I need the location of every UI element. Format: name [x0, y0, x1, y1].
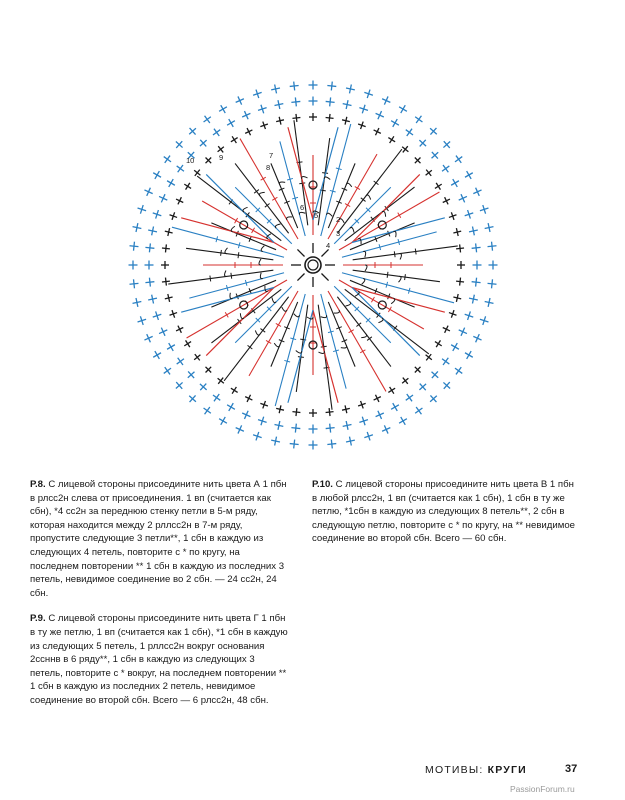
single-crochet-stitch — [200, 384, 207, 391]
single-crochet-stitch — [343, 421, 352, 430]
single-crochet-stitch — [376, 111, 384, 119]
single-crochet-stitch — [374, 395, 381, 402]
cluster-stitch — [181, 288, 274, 313]
single-crochet-stitch — [167, 343, 175, 351]
cluster-stitch — [352, 174, 420, 242]
single-crochet-stitch — [309, 113, 317, 121]
single-crochet-stitch — [177, 165, 184, 172]
single-crochet-stitch — [204, 116, 211, 123]
row-marker: 9 — [219, 153, 224, 162]
cluster-stitch — [313, 310, 338, 403]
single-crochet-stitch — [443, 197, 450, 204]
chain-loop — [260, 273, 262, 279]
single-crochet-stitch — [382, 425, 390, 433]
single-crochet-stitch — [213, 394, 220, 401]
instructions-right-column — [312, 478, 577, 558]
row-marker: 5 — [314, 211, 319, 220]
single-crochet-stitch — [200, 140, 207, 147]
single-crochet-stitch — [449, 212, 457, 220]
stitch-bar — [387, 272, 388, 278]
single-crochet-stitch — [271, 437, 280, 446]
running-footer — [425, 764, 527, 776]
chain-loop — [341, 345, 347, 348]
single-crochet-stitch — [144, 188, 152, 196]
single-crochet-stitch — [231, 136, 238, 143]
tall-stitch — [271, 163, 298, 228]
single-crochet-stitch — [148, 227, 157, 236]
single-crochet-stitch — [219, 417, 227, 425]
single-crochet-stitch — [415, 116, 422, 123]
single-crochet-stitch — [138, 205, 147, 214]
row-9-text: С лицевой стороны присоедините нить цвета Г 1 пбн в ту же петлю, 1 вп (считается как 1 сбн), *1 сбн в каждую из следующих 5 петель, 1 рллсс2н вокруг основания 2ссннв в 6 ряду**, 1 сбн в каждую из следующих 3 петель, повторите с * вокруг, на последнем повторении ** 1 сбн в каждую из последних 2 петель, невидимое соединение во второй сбн. Всего — 6 рлсс2н, 48 сбн. — [30, 613, 288, 706]
single-crochet-stitch — [176, 326, 183, 333]
cluster-stitch — [352, 288, 445, 313]
single-crochet-stitch — [290, 440, 299, 449]
cluster-stitch — [352, 288, 420, 356]
single-crochet-stitch — [342, 405, 350, 413]
single-crochet-stitch — [153, 210, 162, 219]
single-crochet-stitch — [432, 371, 439, 378]
single-crochet-stitch — [415, 158, 421, 164]
single-crochet-stitch — [465, 351, 473, 359]
row-marker: 4 — [326, 241, 331, 250]
chain-loop — [382, 211, 386, 216]
single-crochet-stitch — [432, 152, 439, 159]
tall-stitch — [350, 280, 415, 307]
single-crochet-stitch — [382, 96, 390, 104]
cluster-stitch — [288, 310, 313, 403]
tall-stitch — [334, 187, 391, 244]
single-crochet-stitch — [260, 122, 268, 130]
single-crochet-stitch — [402, 146, 408, 152]
chain-loop — [326, 213, 332, 216]
single-crochet-stitch — [346, 437, 355, 446]
chain-loop — [240, 313, 244, 318]
single-crochet-stitch — [406, 129, 413, 136]
stitch-bar — [210, 276, 211, 282]
single-crochet-stitch — [485, 298, 494, 307]
single-crochet-stitch — [488, 242, 497, 251]
single-crochet-stitch — [326, 114, 334, 122]
single-crochet-stitch — [189, 395, 196, 402]
single-crochet-stitch — [165, 228, 173, 236]
row-marker: 10 — [186, 156, 195, 165]
stitch-bar — [415, 249, 416, 255]
single-crochet-stitch — [291, 97, 300, 106]
row-10-label: Р.10. — [312, 479, 333, 490]
chain-loop — [299, 212, 305, 214]
single-crochet-stitch — [457, 261, 465, 269]
tall-stitch — [211, 280, 276, 307]
single-crochet-stitch — [184, 183, 191, 190]
single-crochet-stitch — [145, 243, 154, 252]
single-crochet-stitch — [374, 128, 381, 135]
single-crochet-stitch — [443, 326, 450, 333]
single-crochet-stitch — [488, 279, 497, 288]
chain-loop — [391, 298, 395, 304]
single-crochet-stitch — [291, 424, 300, 433]
stitch-bar — [231, 273, 232, 279]
single-crochet-stitch — [130, 279, 139, 288]
tall-stitch — [211, 223, 276, 250]
chain-loop — [225, 248, 228, 254]
single-crochet-stitch — [309, 425, 318, 434]
chain-loop — [318, 351, 324, 353]
chain-loop — [225, 270, 227, 276]
single-crochet-stitch — [449, 310, 457, 318]
single-crochet-stitch — [473, 188, 481, 196]
single-crochet-stitch — [346, 85, 355, 94]
cluster-stitch — [206, 288, 274, 356]
stitch-bar — [394, 251, 395, 257]
single-crochet-stitch — [227, 119, 235, 127]
tall-stitch — [353, 246, 458, 260]
chain-loop — [243, 207, 248, 212]
chain-loop — [393, 231, 396, 237]
single-crochet-stitch — [485, 223, 494, 232]
center-ring-inner — [308, 260, 318, 270]
row-8-instruction — [30, 478, 290, 600]
single-crochet-stitch — [473, 334, 481, 342]
tall-stitch — [235, 286, 292, 343]
chain-loop — [321, 315, 327, 317]
single-crochet-stitch — [451, 179, 459, 187]
footer-subsection: КРУГИ — [487, 764, 527, 776]
inner-stitch — [321, 249, 328, 256]
single-crochet-stitch — [275, 421, 284, 430]
single-crochet-stitch — [144, 334, 152, 342]
single-crochet-stitch — [189, 128, 196, 135]
single-crochet-stitch — [459, 328, 467, 336]
single-crochet-stitch — [309, 409, 317, 417]
tall-stitch — [339, 192, 439, 250]
inner-stitch — [297, 273, 304, 280]
stitch-bar — [321, 346, 327, 347]
single-crochet-stitch — [442, 358, 449, 365]
single-crochet-stitch — [399, 105, 407, 113]
single-crochet-stitch — [430, 395, 437, 402]
chain-loop — [259, 192, 264, 196]
tall-stitch — [235, 187, 292, 244]
single-crochet-stitch — [342, 117, 350, 125]
stitch-bar — [405, 274, 406, 280]
row-10-text: С лицевой стороны присоедините нить цвета В 1 пбн в любой рлсс2н, 1 вп (считается как 1 сбн), 1 сбн в ту же петлю, *1сбн в каждую из следующих 8 петель**, 2 сбн в следующую петлю, повторите с * по кругу, на ** невидимое соединение во второй сбн. Всего — 60 сбн. — [312, 479, 575, 545]
single-crochet-stitch — [129, 261, 138, 270]
single-crochet-stitch — [236, 96, 244, 104]
single-crochet-stitch — [451, 343, 459, 351]
single-crochet-stitch — [453, 228, 461, 236]
chain-loop — [346, 183, 352, 187]
single-crochet-stitch — [213, 129, 220, 136]
single-crochet-stitch — [218, 146, 224, 152]
tall-stitch — [353, 270, 440, 281]
single-crochet-stitch — [188, 371, 195, 378]
chain-loop — [350, 227, 354, 232]
single-crochet-stitch — [292, 408, 300, 416]
chain-loop — [365, 265, 367, 271]
cluster-stitch — [352, 218, 445, 243]
single-crochet-stitch — [419, 384, 426, 391]
chain-loop — [307, 317, 313, 319]
chain-loop — [363, 251, 365, 257]
chain-loop — [255, 330, 260, 335]
tall-stitch — [328, 163, 355, 228]
single-crochet-stitch — [359, 417, 368, 426]
single-crochet-stitch — [153, 171, 161, 179]
single-crochet-stitch — [489, 261, 498, 270]
single-crochet-stitch — [164, 156, 171, 163]
chain-loop — [274, 343, 280, 347]
single-crochet-stitch — [359, 105, 368, 114]
single-crochet-stitch — [130, 242, 139, 251]
center-ring — [305, 257, 321, 273]
single-crochet-stitch — [419, 140, 426, 147]
single-crochet-stitch — [133, 223, 142, 232]
single-crochet-stitch — [133, 298, 142, 307]
chain-loop — [334, 310, 340, 313]
single-crochet-stitch — [260, 401, 268, 409]
row-9-instruction — [30, 612, 290, 707]
single-crochet-stitch — [275, 100, 284, 109]
single-crochet-stitch — [465, 311, 474, 320]
single-crochet-stitch — [415, 367, 421, 373]
chain-loop — [296, 350, 302, 353]
tall-stitch — [334, 286, 391, 343]
single-crochet-stitch — [456, 278, 464, 286]
single-crochet-stitch — [391, 403, 399, 411]
single-crochet-stitch — [184, 340, 191, 347]
single-crochet-stitch — [459, 194, 467, 202]
single-crochet-stitch — [309, 81, 318, 90]
single-crochet-stitch — [472, 278, 481, 287]
single-crochet-stitch — [443, 382, 450, 389]
stitch-bar — [238, 252, 239, 258]
single-crochet-stitch — [227, 403, 235, 411]
single-crochet-stitch — [253, 432, 262, 441]
row-8-label: Р.8. — [30, 479, 46, 490]
single-crochet-stitch — [218, 378, 224, 384]
row-10-instruction — [312, 478, 577, 546]
row-9-label: Р.9. — [30, 613, 46, 625]
single-crochet-stitch — [138, 316, 147, 325]
footer-section: МОТИВЫ: — [425, 764, 484, 776]
single-crochet-stitch — [430, 128, 437, 135]
single-crochet-stitch — [219, 105, 227, 113]
row-marker: 3 — [336, 229, 341, 238]
tall-stitch — [186, 248, 273, 259]
single-crochet-stitch — [480, 316, 489, 325]
single-crochet-stitch — [455, 367, 462, 374]
single-crochet-stitch — [176, 382, 183, 389]
single-crochet-stitch — [376, 411, 384, 419]
row-marker: 8 — [266, 163, 271, 172]
single-crochet-stitch — [469, 295, 478, 304]
tall-stitch — [350, 223, 415, 250]
single-crochet-stitch — [309, 97, 318, 106]
single-crochet-stitch — [206, 367, 212, 373]
single-crochet-stitch — [153, 351, 161, 359]
chain-loop — [294, 314, 300, 317]
single-crochet-stitch — [402, 378, 408, 384]
chain-loop — [287, 217, 293, 220]
single-crochet-stitch — [326, 97, 335, 106]
single-crochet-stitch — [442, 165, 449, 172]
row-8-text: С лицевой стороны присоедините нить цвета А 1 пбн в рлсс2н слева от присоединения. 1 вп (считается как сбн), *4 сс2н за переднюю стенку петли в 5-м ряду, которая находится между 2 рллсс2н в 7-м ряду, пропустите следующие 3 петли**, 1 сбн в каждую из следующих 4 петель, повторите с * по кругу, на последнем повторении ** 1 сбн в каждую из последних 3 петель, невидимое соединение во 2 сбн. — 24 сс2н, 24 сбн. — [30, 479, 287, 599]
chain-loop — [346, 302, 351, 306]
watermark: PassionForum.ru — [510, 784, 575, 794]
single-crochet-stitch — [176, 141, 183, 148]
single-crochet-stitch — [164, 367, 171, 374]
single-crochet-stitch — [145, 261, 154, 270]
single-crochet-stitch — [271, 85, 280, 94]
single-crochet-stitch — [242, 111, 250, 119]
single-crochet-stitch — [159, 194, 167, 202]
single-crochet-stitch — [159, 328, 167, 336]
single-crochet-stitch — [145, 278, 154, 287]
chain-loop — [230, 293, 233, 299]
chain-loop — [302, 177, 308, 179]
single-crochet-stitch — [399, 417, 407, 425]
single-crochet-stitch — [453, 294, 461, 302]
chain-loop — [282, 307, 287, 311]
chain-loop — [366, 195, 371, 200]
single-crochet-stitch — [177, 358, 184, 365]
single-crochet-stitch — [326, 424, 335, 433]
single-crochet-stitch — [290, 82, 299, 91]
single-crochet-stitch — [231, 387, 238, 394]
chain-loop — [361, 334, 366, 338]
single-crochet-stitch — [472, 243, 481, 252]
tall-stitch — [337, 297, 391, 367]
chain-loop — [398, 276, 401, 282]
single-crochet-stitch — [176, 197, 183, 204]
single-crochet-stitch — [148, 295, 157, 304]
inner-stitch — [321, 273, 328, 280]
single-crochet-stitch — [435, 340, 442, 347]
single-crochet-stitch — [327, 82, 336, 91]
single-crochet-stitch — [245, 395, 252, 402]
tall-stitch — [328, 291, 386, 391]
single-crochet-stitch — [443, 141, 450, 148]
single-crochet-stitch — [415, 407, 422, 414]
single-crochet-stitch — [236, 425, 244, 433]
tall-stitch — [224, 297, 289, 381]
instructions-left-column — [30, 478, 290, 720]
chain-loop — [362, 278, 365, 284]
single-crochet-stitch — [358, 122, 366, 130]
row-marker: 6 — [300, 203, 305, 212]
single-crochet-stitch — [258, 417, 267, 426]
cluster-stitch — [313, 127, 338, 220]
tall-stitch — [172, 227, 284, 257]
tall-stitch — [168, 270, 273, 284]
single-crochet-stitch — [153, 311, 162, 320]
single-crochet-stitch — [465, 210, 474, 219]
tall-stitch — [187, 280, 287, 338]
single-crochet-stitch — [406, 394, 413, 401]
single-crochet-stitch — [426, 354, 432, 360]
tall-stitch — [275, 294, 305, 406]
cluster-stitch — [206, 174, 274, 242]
single-crochet-stitch — [435, 183, 442, 190]
single-crochet-stitch — [245, 128, 252, 135]
chain-loop — [231, 226, 235, 232]
single-crochet-stitch — [426, 170, 432, 176]
single-crochet-stitch — [170, 310, 178, 318]
inner-stitch — [297, 249, 304, 256]
single-crochet-stitch — [343, 100, 352, 109]
page-number: 37 — [565, 763, 578, 775]
tall-stitch — [328, 302, 355, 367]
single-crochet-stitch — [465, 171, 473, 179]
single-crochet-stitch — [391, 119, 399, 127]
chain-loop — [259, 259, 261, 265]
single-crochet-stitch — [364, 432, 373, 441]
crochet-chart — [118, 70, 508, 460]
single-crochet-stitch — [194, 354, 200, 360]
stitch-bar — [221, 250, 222, 256]
single-crochet-stitch — [170, 212, 178, 220]
single-crochet-stitch — [388, 387, 395, 394]
single-crochet-stitch — [258, 105, 267, 114]
single-crochet-stitch — [358, 401, 366, 409]
single-crochet-stitch — [327, 440, 336, 449]
tall-stitch — [337, 149, 402, 233]
single-crochet-stitch — [276, 405, 284, 413]
single-crochet-stitch — [204, 407, 211, 414]
single-crochet-stitch — [162, 244, 170, 252]
chain-loop — [324, 177, 330, 180]
single-crochet-stitch — [480, 205, 489, 214]
single-crochet-stitch — [388, 136, 395, 143]
single-crochet-stitch — [167, 179, 175, 187]
single-crochet-stitch — [253, 90, 262, 99]
chain-loop — [272, 298, 276, 303]
chain-loop — [399, 254, 401, 260]
single-crochet-stitch — [242, 411, 250, 419]
cluster-stitch — [181, 218, 274, 243]
single-crochet-stitch — [161, 261, 169, 269]
single-crochet-stitch — [194, 170, 200, 176]
tall-stitch — [271, 302, 298, 367]
chain-loop — [261, 246, 264, 252]
row-marker: 7 — [269, 151, 274, 160]
single-crochet-stitch — [309, 441, 318, 450]
tall-stitch — [342, 273, 454, 303]
single-crochet-stitch — [276, 117, 284, 125]
single-crochet-stitch — [364, 90, 373, 99]
single-crochet-stitch — [165, 294, 173, 302]
single-crochet-stitch — [455, 156, 462, 163]
chain-loop — [378, 318, 383, 323]
row-marker: 2 — [336, 215, 341, 224]
single-crochet-stitch — [473, 261, 482, 270]
stitch-bar — [299, 183, 305, 184]
tall-stitch — [235, 163, 289, 233]
single-crochet-stitch — [469, 227, 478, 236]
chain-loop — [275, 224, 280, 228]
single-crochet-stitch — [206, 158, 212, 164]
chain-loop — [279, 182, 285, 185]
